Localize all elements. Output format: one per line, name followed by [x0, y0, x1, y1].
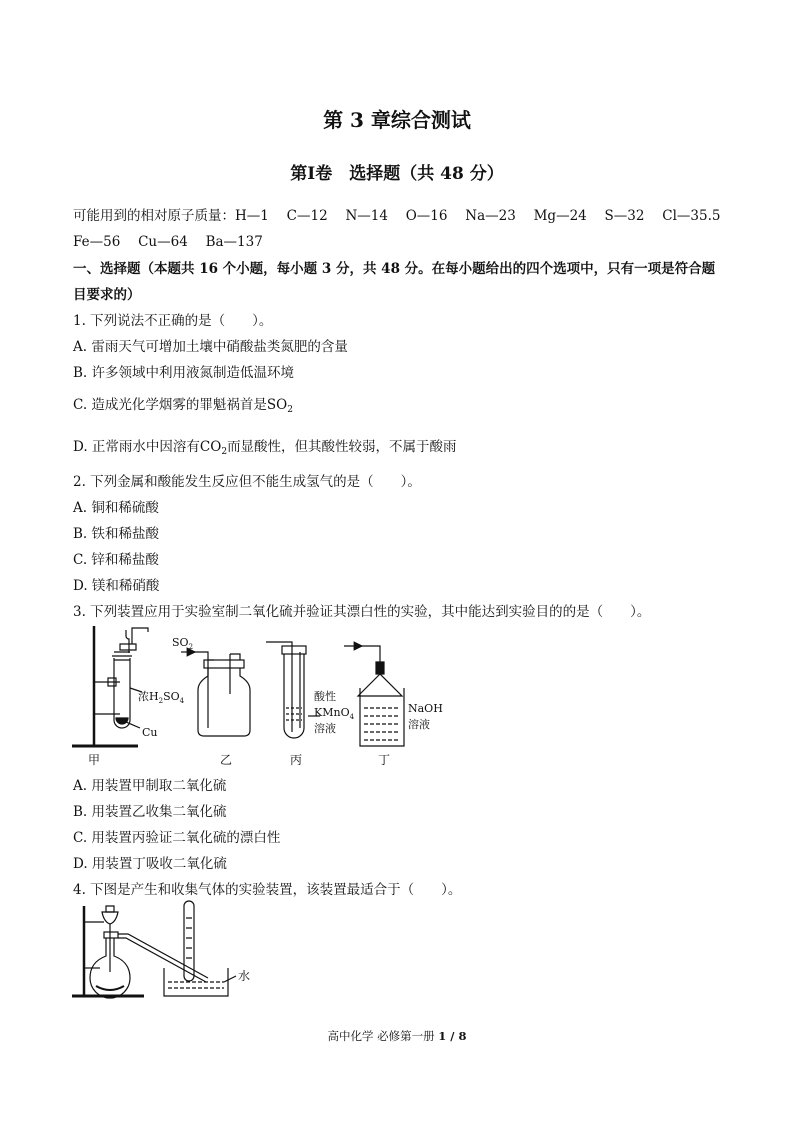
question-1-option-c: C. 造成光化学烟雾的罪魁祸首是$SO_2$	[73, 397, 293, 415]
kmno4-line-2: KMnO$_4$	[314, 706, 355, 721]
question-3-option-b: B. 用装置乙收集二氧化硫	[73, 804, 227, 820]
kmno4-line-1: 酸性	[314, 690, 336, 703]
caption-ding: 丁	[378, 753, 391, 767]
page-title: 第 3 章综合测试	[323, 108, 471, 132]
question-1-stem: 1. 下列说法不正确的是（ ）。	[73, 313, 273, 329]
naoh-line-2: 溶液	[408, 718, 430, 731]
question-2-option-b: B. 铁和稀盐酸	[73, 526, 160, 542]
acid-label: 浓$H_2SO_4$	[138, 690, 185, 705]
section-title: 第Ⅰ卷 选择题（共 48 分）	[290, 164, 504, 184]
atomic-mass-line-2: Fe—56 Cu—64 Ba—137	[73, 234, 263, 250]
caption-bing: 丙	[290, 753, 303, 767]
part-heading-line-2: 目要求的）	[73, 287, 141, 303]
cu-label: Cu	[142, 726, 158, 739]
atomic-mass-line-1: 可能用到的相对原子质量：H—1 C—12 N—14 O—16 Na—23 Mg—24 S—32 Cl—35.5	[73, 208, 721, 224]
water-trough	[164, 901, 236, 996]
page-footer: 高中化学 必修第一册 1 / 8	[327, 1029, 467, 1043]
question-2-option-d: D. 镁和稀硝酸	[73, 578, 160, 594]
water-label: 水	[238, 969, 251, 983]
apparatus-yi	[181, 652, 250, 736]
question-3-apparatus-figure	[68, 622, 458, 770]
apparatus-ding	[344, 646, 404, 746]
question-4-stem: 4. 下图是产生和收集气体的实验装置，该装置最适合于（ ）。	[73, 882, 462, 898]
question-2-stem: 2. 下列金属和酸能发生反应但不能生成氢气的是（ ）。	[73, 474, 421, 490]
question-2-option-a: A. 铜和稀硫酸	[73, 500, 159, 516]
question-4-apparatus-figure	[68, 898, 268, 1002]
question-1-option-d: D. 正常雨水中因溶有$CO_2$而显酸性，但其酸性较弱，不属于酸雨	[73, 439, 457, 457]
question-3-option-c: C. 用装置丙验证二氧化硫的漂白性	[73, 830, 281, 846]
question-3-option-d: D. 用装置丁吸收二氧化硫	[73, 856, 227, 872]
question-1-option-a: A. 雷雨天气可增加土壤中硝酸盐类氮肥的含量	[73, 339, 348, 355]
apparatus-jia	[72, 626, 148, 746]
question-3-option-a: A. 用装置甲制取二氧化硫	[73, 778, 227, 794]
apparatus-bing	[266, 642, 320, 738]
part-heading-line-1: 一、选择题（本题共 16 个小题，每小题 3 分，共 48 分。在每小题给出的四个选项中，只有一项是符合题	[73, 261, 716, 277]
caption-jia: 甲	[88, 753, 101, 767]
gas-generator	[72, 906, 208, 998]
question-1-option-b: B. 许多领域中利用液氮制造低温环境	[73, 365, 295, 381]
question-2-option-c: C. 锌和稀盐酸	[73, 552, 159, 568]
so2-label: $SO_2$	[172, 636, 194, 651]
kmno4-line-3: 溶液	[314, 722, 336, 735]
naoh-line-1: NaOH	[408, 702, 443, 715]
question-3-stem: 3. 下列装置应用于实验室制二氧化硫并验证其漂白性的实验，其中能达到实验目的的是（ ）。	[73, 604, 651, 620]
caption-yi: 乙	[220, 753, 233, 767]
